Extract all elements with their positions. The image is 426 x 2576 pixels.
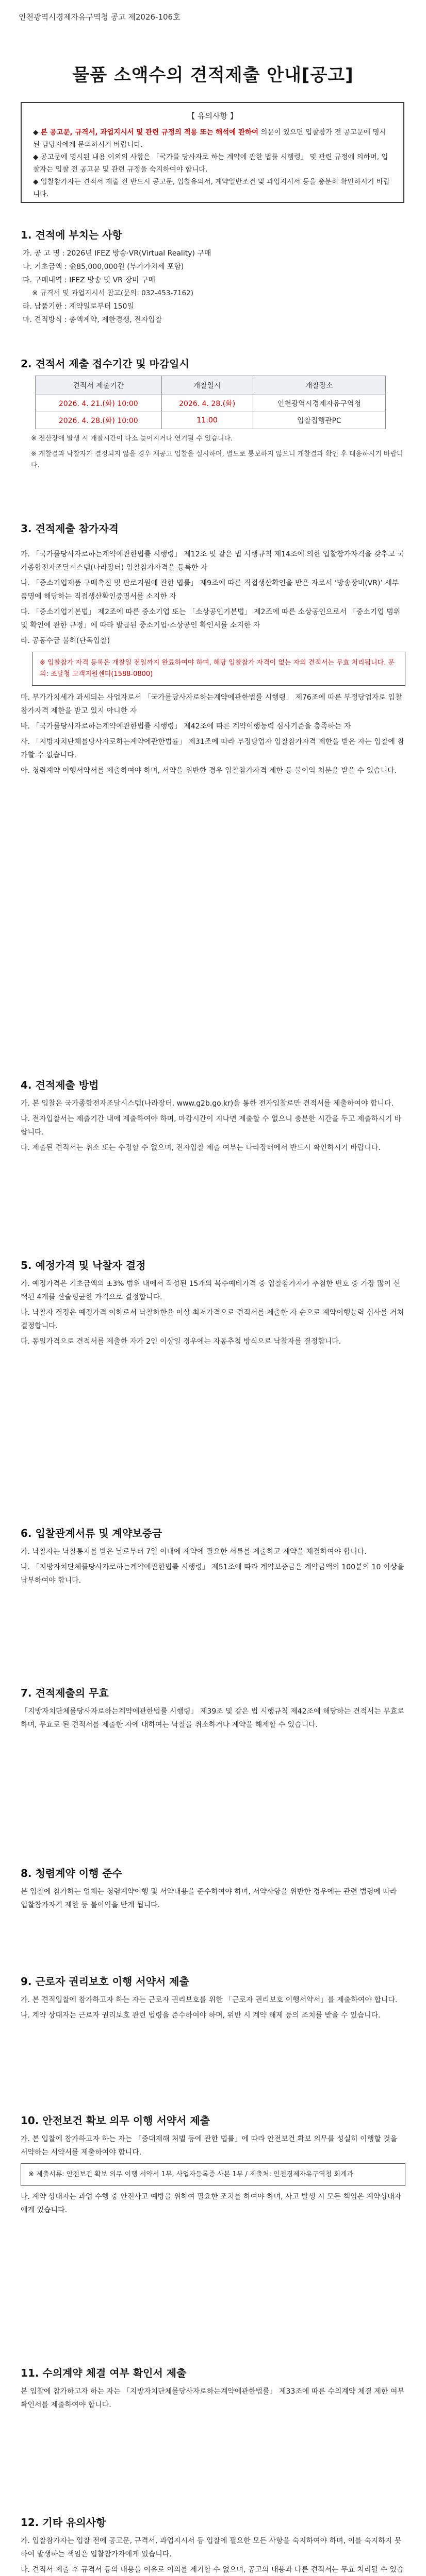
section-3-para-7: 사. 「지방자치단체를당사자로하는계약에관한법률」 제31조에 따라 부정당업자 입찰참가자격 제한을 받은 자는 입찰에 참가할 수 없습니다. xyxy=(21,738,404,759)
section-2-note-2: ※ 개찰결과 낙찰자가 결정되지 않을 경우 재공고 입찰을 실시하며, 별도로 통보하지 않으니 개찰결과 확인 후 대응하시기 바랍니다. xyxy=(31,450,403,469)
section-12-para-1: 가. 입찰참가자는 입찰 전에 공고문, 규격서, 과업지시서 등 입찰에 필요한 모든 사항을 숙지하여야 하며, 이를 숙지하지 못하여 발생하는 책임은 입찰참가자에게 있습니다. xyxy=(21,2537,402,2558)
section-4-para-1: 가. 본 입찰은 국가종합전자조달시스템(나라장터, www.g2b.go.kr)을 통한 전자입찰로만 견적서를 제출하여야 합니다. xyxy=(21,1099,394,1108)
section-3-title: 3. 견적제출 참가자격 xyxy=(21,522,119,535)
section-10-para-2: 나. 계약 상대자는 과업 수행 중 안전사고 예방을 위하여 필요한 조치를 하여야 하며, 사고 발생 시 모든 책임은 계약상대자에게 있습니다. xyxy=(21,2193,402,2214)
section-5-title: 5. 예정가격 및 낙찰자 결정 xyxy=(21,1259,146,1272)
notice-line-3: ◆ 입찰참가자는 견적서 제출 전 반드시 공고문, 입찰유의서, 계약일반조건 및 과업지시서 등을 충분히 확인하시기 바랍니다. xyxy=(33,178,390,198)
section-9-title: 9. 근로자 권리보호 이행 서약서 제출 xyxy=(21,1975,189,1988)
section-1-item-4: 라. 납품기한 : 계약일로부터 150일 xyxy=(23,302,134,311)
section-1-note: ※ 규격서 및 과업지시서 참고(문의: 032-453-7162) xyxy=(32,289,194,297)
notice-line-1-rest: 의문이 있으면 입찰참가 전 공고문에 명시된 담당자에게 문의하시기 바랍니다. xyxy=(33,128,386,149)
section-8-title: 8. 청렴계약 이행 준수 xyxy=(21,1867,122,1879)
section-11 xyxy=(21,2365,405,2414)
section-11-title: 11. 수의계약 체결 여부 확인서 제출 xyxy=(21,2367,187,2379)
section-4-para-3: 다. 제출된 견적서는 취소 또는 수정할 수 없으며, 전자입찰 제출 여부는 나라장터에서 반드시 확인하시기 바랍니다. xyxy=(21,1144,381,1152)
section-1-title: 1. 견적에 부치는 사항 xyxy=(21,229,122,241)
table-cell: 2026. 4. 28.(화) xyxy=(161,395,253,412)
section-3-para-6: 바. 「국가를당사자로하는계약에관한법률 시행령」 제42조에 따른 계약이행능력 심사기준을 충족하는 자 xyxy=(21,722,351,731)
page-title: 물품 소액수의 견적제출 안내[공고] xyxy=(72,65,354,86)
table-cell: 2026. 4. 28.(화) 10:00 xyxy=(36,412,162,429)
section-9-para-2: 나. 계약 상대자는 근로자 권리보호 관련 법령을 준수하여야 하며, 위반 시 계약 해제 등의 조치를 받을 수 있습니다. xyxy=(21,2011,381,2020)
schedule-header-row xyxy=(36,376,386,395)
section-1-item-3: 다. 구매내역 : IFEZ 방송 및 VR 장비 구매 xyxy=(23,276,155,284)
schedule-header: 개찰일시 xyxy=(161,376,253,395)
document-number: 인천광역시경제자유구역청 공고 제2026-106호 xyxy=(19,12,181,22)
notice-box xyxy=(21,102,404,203)
section-7 xyxy=(21,1685,405,1734)
section-4-para-2: 나. 전자입찰서는 제출기간 내에 제출하여야 하며, 마감시간이 지나면 제출할 수 없으니 충분한 시간을 두고 제출하시기 바랍니다. xyxy=(21,1115,402,1137)
table-cell: 인천광역시경제자유구역청 xyxy=(253,395,385,412)
schedule-table xyxy=(35,376,386,429)
section-10-title: 10. 안전보건 확보 의무 이행 서약서 제출 xyxy=(21,2114,210,2127)
section-10 xyxy=(21,2112,405,2219)
section-1 xyxy=(21,227,405,327)
section-9-para-1: 가. 본 견적입찰에 참가하고자 하는 자는 근로자 권리보호를 위한 「근로자 권리보호 이행서약서」를 제출하여야 합니다. xyxy=(21,1996,398,2004)
section-5-para-3: 다. 동일가격으로 견적서를 제출한 자가 2인 이상일 경우에는 자동추첨 방식으로 낙찰자를 결정합니다. xyxy=(21,1337,341,1346)
table-row xyxy=(36,412,386,429)
section-3-para-8: 아. 청렴계약 이행서약서를 제출하여야 하며, 서약을 위반한 경우 입찰참가자격 제한 등 불이익 처분을 받을 수 있습니다. xyxy=(21,767,397,775)
section-6-para-1: 가. 낙찰자는 낙찰통지를 받은 날로부터 7일 이내에 계약에 필요한 서류를 제출하고 계약을 체결하여야 합니다. xyxy=(21,1548,367,1556)
section-6-title: 6. 입찰관계서류 및 계약보증금 xyxy=(21,1527,162,1539)
section-3-para-5: 마. 부가가치세가 과세되는 사업자로서 「국가를당사자로하는계약에관한법률 시행령」 제76조에 따른 부정당업자로 입찰참가자격 제한을 받고 있지 아니한 자 xyxy=(21,693,402,715)
section-10-para-1: 가. 본 입찰에 참가하고자 하는 자는 「중대재해 처벌 등에 관한 법률」에 따라 안전보건 확보 의무를 성실히 이행할 것을 서약하는 서약서를 제출하여야 합니다. xyxy=(21,2135,398,2157)
table-row xyxy=(36,395,386,412)
section-3-para-1: 가. 「국가를당사자로하는계약에관한법률 시행령」 제12조 및 같은 법 시행규칙 제14조에 의한 입찰참가자격을 갖추고 국가종합전자조달시스템(나라장터) 입찰참가자격을 등록한 자 xyxy=(21,550,404,572)
section-2 xyxy=(21,355,405,471)
section-3-warning: ※ 입찰참가 자격 등록은 개찰일 전일까지 완료하여야 하며, 해당 입찰참가 자격이 없는 자의 견적서는 무효 처리됩니다. 문의: 조달청 고객지원센터(1588-0800) xyxy=(32,652,405,686)
schedule-header: 견적서 제출기간 xyxy=(36,376,162,395)
table-cell: 입찰집행관PC xyxy=(253,412,385,429)
section-9 xyxy=(21,1973,405,2024)
section-12 xyxy=(21,2514,405,2576)
section-4-title: 4. 견적제출 방법 xyxy=(21,1079,99,1091)
notice-line-1-emphasis: 본 공고문, 규격서, 과업지시서 및 관련 규정의 적용 또는 해석에 관하여 xyxy=(40,128,259,137)
section-3 xyxy=(21,520,405,779)
notice-title: 【 유의사항 】 xyxy=(187,111,238,121)
notice-body xyxy=(33,126,392,200)
section-7-title: 7. 견적제출의 무효 xyxy=(21,1687,109,1699)
table-cell: 2026. 4. 21.(화) 10:00 xyxy=(36,395,162,412)
section-1-item-5: 마. 견적방식 : 총액계약, 제한경쟁, 전자입찰 xyxy=(23,316,162,324)
section-12-para-2: 나. 견적서 제출 후 규격서 등의 내용을 이유로 이의를 제기할 수 없으며, 공고의 내용과 다른 견적서는 무효 처리될 수 있습 xyxy=(21,2566,404,2574)
section-2-title: 2. 견적서 제출 접수기간 및 마감일시 xyxy=(21,358,189,370)
section-2-note-1: ※ 전산장애 발생 시 개찰시간이 다소 늦어지거나 연기될 수 있습니다. xyxy=(31,435,233,443)
section-8 xyxy=(21,1865,405,1914)
section-6-para-2: 나. 「지방자치단체를당사자로하는계약에관한법률 시행령」 제51조에 따라 계약보증금은 계약금액의 100분의 10 이상을 납부하여야 합니다. xyxy=(21,1563,404,1585)
schedule-header: 개찰장소 xyxy=(253,376,385,395)
section-10-info-box: ※ 제출서류: 안전보건 확보 의무 이행 서약서 1부, 사업자등록증 사본 1부 / 제출처: 인천경제자유구역청 회계과 xyxy=(21,2163,405,2186)
notice-line-2: ◆ 공고문에 명시된 내용 이외의 사항은 「국가를 당사자로 하는 계약에 관한 법률 시행령」 및 관련 규정에 의하며, 입찰자는 입찰 전 공고문 및 관련 규정을 숙지하여야 합니다. xyxy=(33,153,388,174)
section-5-para-2: 나. 낙찰자 결정은 예정가격 이하로서 낙찰하한율 이상 최저가격으로 견적서를 제출한 자 순으로 계약이행능력 심사를 거쳐 결정합니다. xyxy=(21,1309,404,1330)
table-cell: 11:00 xyxy=(161,412,253,429)
section-5 xyxy=(21,1257,405,1350)
section-1-item-1: 가. 공 고 명 : 2026년 IFEZ 방송·VR(Virtual Reality) 구매 xyxy=(23,249,211,258)
section-5-para-1: 가. 예정가격은 기초금액의 ±3% 범위 내에서 작성된 15개의 복수예비가격 중 입찰참가자가 추첨한 번호 중 가장 많이 선택된 4개를 산술평균한 가격으로 결정합니다. xyxy=(21,1280,400,1301)
section-4 xyxy=(21,1077,405,1157)
section-8-para-1: 본 입찰에 참가하는 업체는 청렴계약이행 및 서약내용을 준수하여야 하며, 서약사항을 위반한 경우에는 관련 법령에 따라 입찰참가자격 제한 등 불이익을 받게 됩니다. xyxy=(21,1888,397,1909)
notice-line-1 xyxy=(33,126,392,151)
section-3-para-3: 다. 「중소기업기본법」 제2조에 따른 중소기업 또는 「소상공인기본법」 제2조에 따른 소상공인으로서 「중소기업 범위 및 확인에 관한 규정」에 따라 발급된 중소기업·소상공인 확인서를 소지한 자 xyxy=(21,608,401,630)
section-1-item-2: 나. 기초금액 : 金85,000,000원 (부가가치세 포함) xyxy=(23,263,184,271)
section-11-para-1: 본 입찰에 참가하고자 하는 자는 「지방자치단체를당사자로하는계약에관한법률」 제33조에 따른 수의계약 체결 제한 여부 확인서를 제출하여야 합니다. xyxy=(21,2387,404,2409)
section-7-para-1: 「지방자치단체를당사자로하는계약에관한법률 시행령」 제39조 및 같은 법 시행규칙 제42조에 해당하는 견적서는 무효로 하며, 무효로 된 견적서를 제출한 자에 대하여는 낙찰을 취소하거나 계약을 해제할 수 있습니다. xyxy=(21,1707,404,1729)
notice-line-1-prefix: ◆ xyxy=(33,128,41,137)
section-12-title: 12. 기타 유의사항 xyxy=(21,2516,106,2529)
section-3-para-2: 나. 「중소기업제품 구매촉진 및 판로지원에 관한 법률」 제9조에 따른 직접생산확인을 받은 자로서 ‘방송장비(VR)’ 세부품명에 해당하는 직접생산확인증명서를 소지한 자 xyxy=(21,579,399,601)
section-3-para-4: 라. 공동수급 불허(단독입찰) xyxy=(21,637,110,645)
section-6 xyxy=(21,1525,405,1589)
